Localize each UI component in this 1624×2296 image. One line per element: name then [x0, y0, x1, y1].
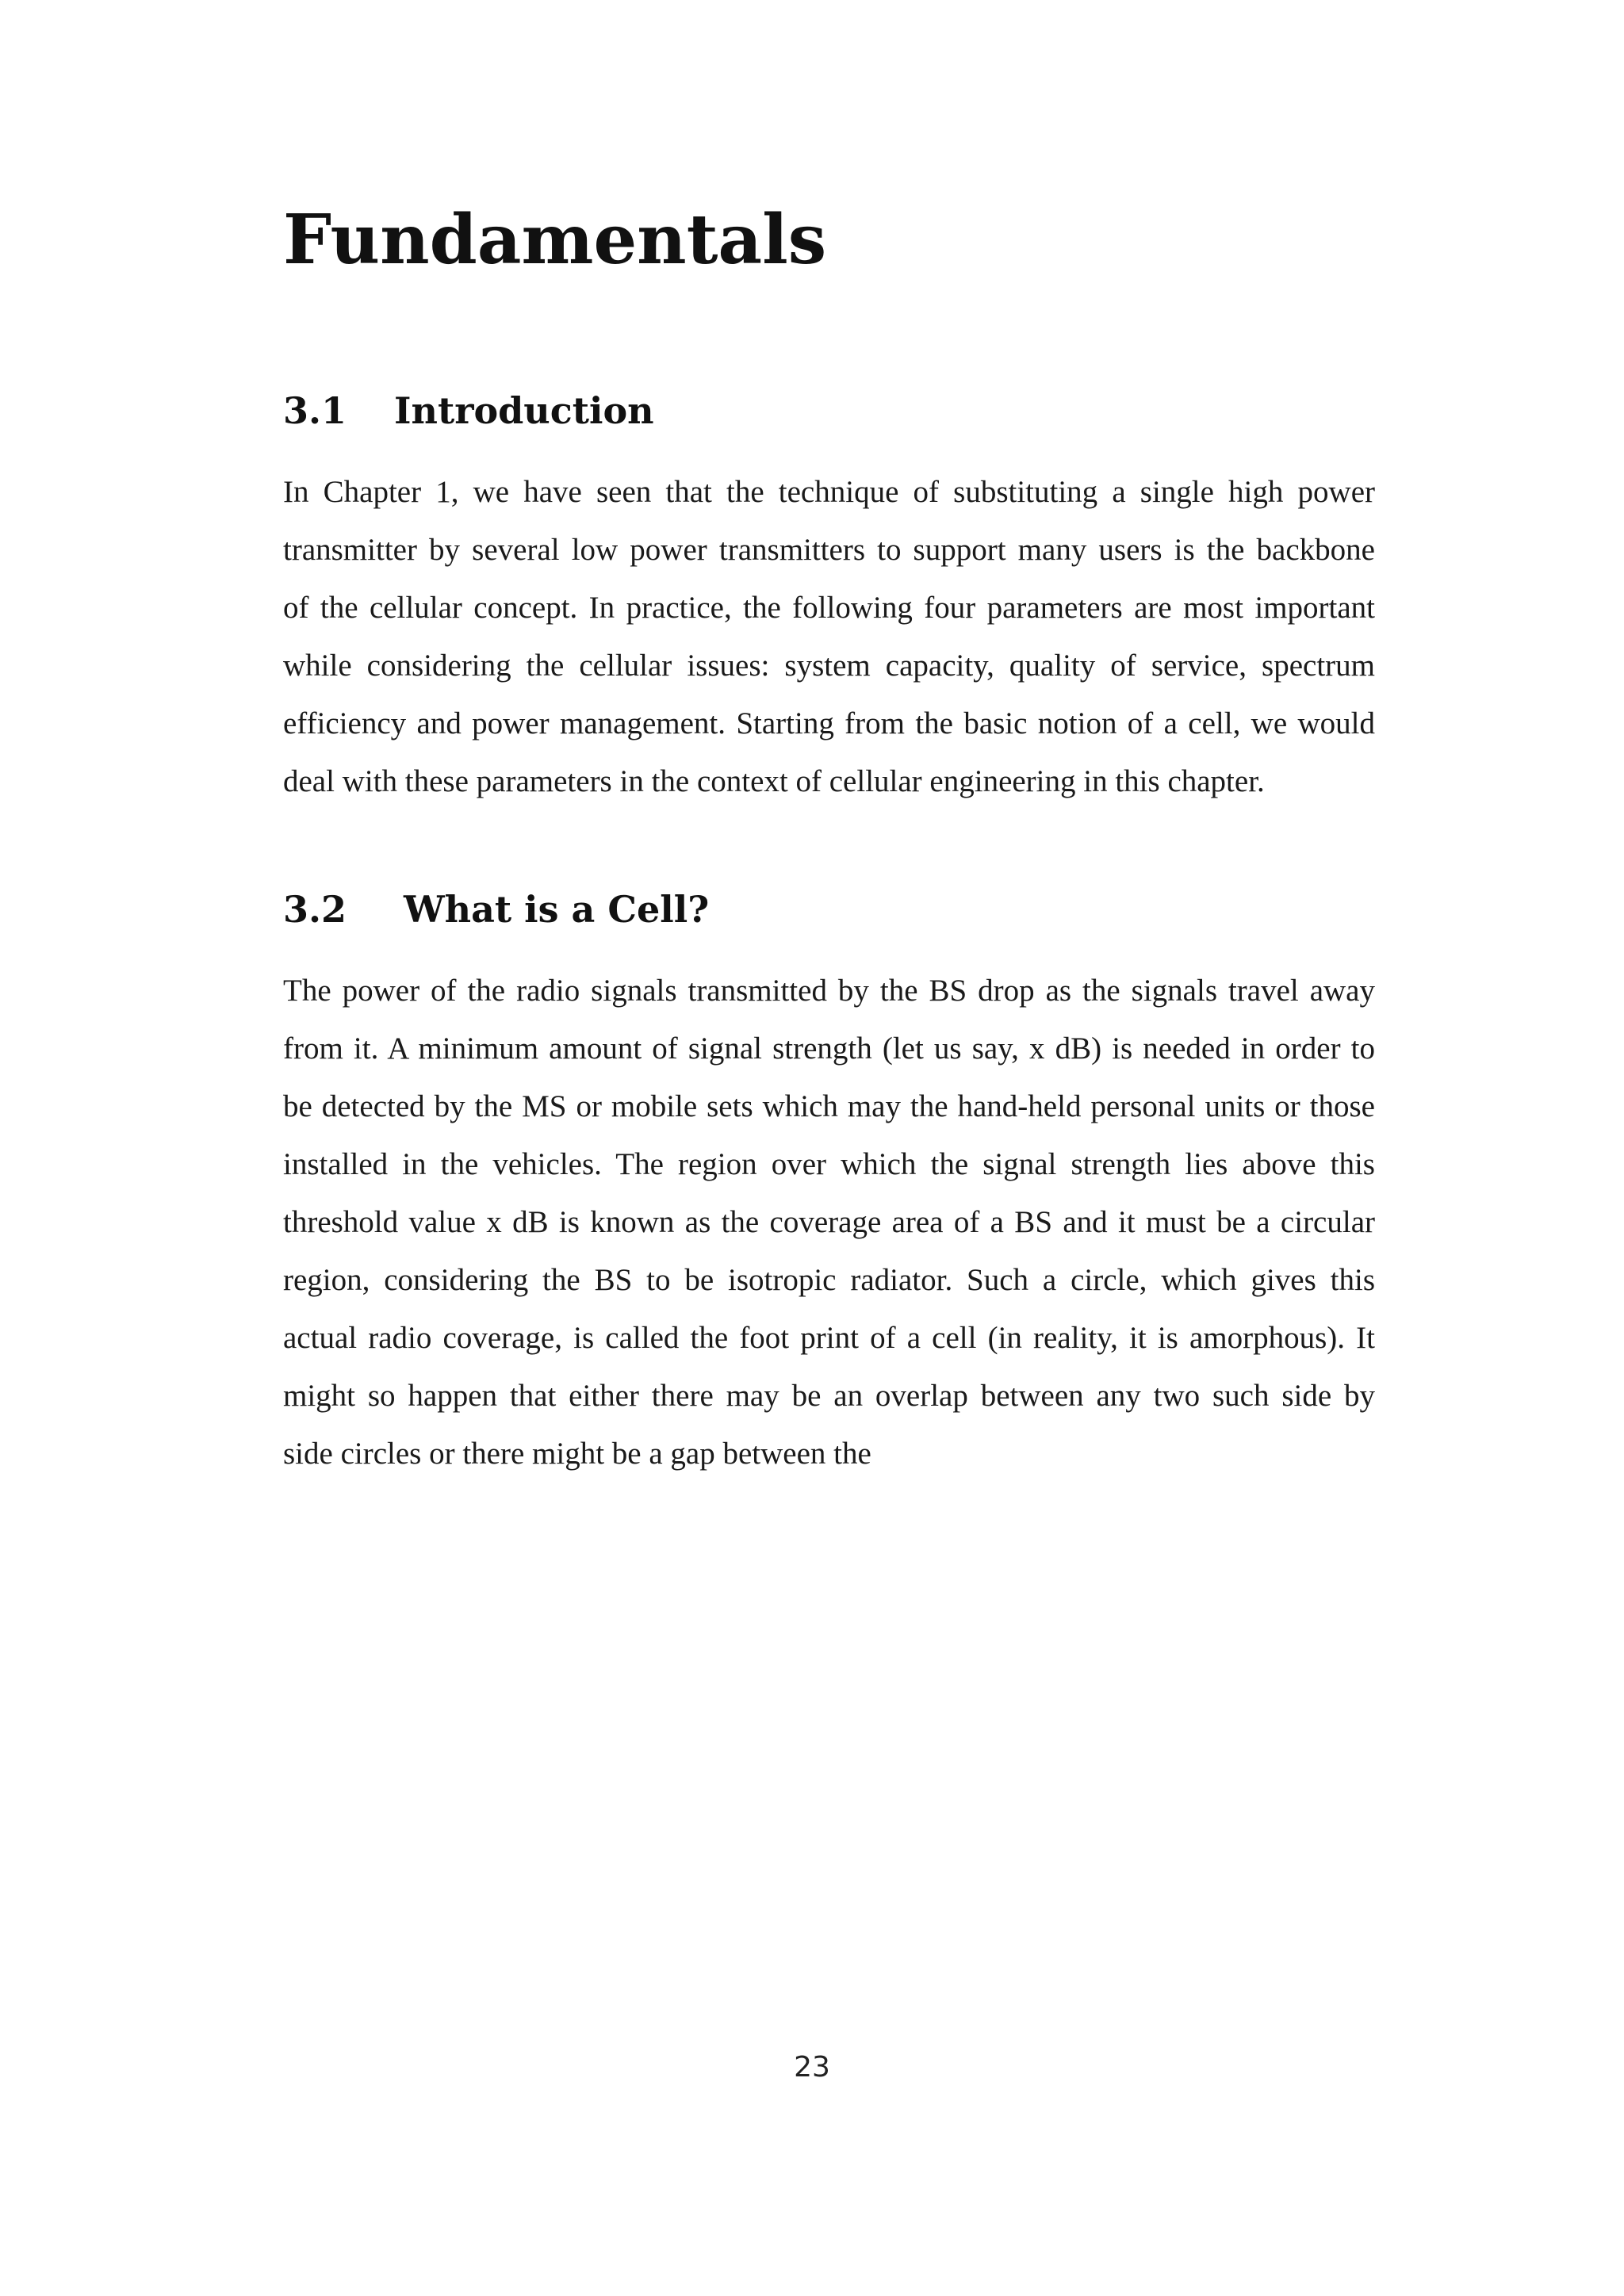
paragraph-line: while considering the cellular issues: system capacity, quality of service, spectrum [283, 649, 1375, 683]
paragraph-line: In Chapter 1, we have seen that the technique of substituting a single high power [283, 475, 1375, 509]
paragraph-line: might so happen that either there may be an overlap between any two such side by [283, 1379, 1375, 1413]
page-number: 23 [794, 2051, 830, 2084]
section-number: 3.1 [283, 389, 347, 432]
paragraph-line: installed in the vehicles. The region over which the signal strength lies above this [283, 1147, 1375, 1181]
section-heading-what-is-a-cell [283, 886, 709, 933]
paragraph-line: actual radio coverage, is called the foot print of a cell (in reality, it is amorphous). It [283, 1321, 1375, 1355]
section-heading-introduction [283, 387, 654, 434]
what-is-a-cell-paragraph [283, 962, 1375, 1483]
paragraph-line: threshold value x dB is known as the coverage area of a BS and it must be a circular [283, 1205, 1375, 1239]
paragraph-line: of the cellular concept. In practice, the following four parameters are most important [283, 591, 1375, 625]
paragraph-line: be detected by the MS or mobile sets which may the hand-held personal units or those [283, 1089, 1375, 1123]
section-title: What is a Cell? [404, 888, 710, 931]
paragraph-line: from it. A minimum amount of signal strength (let us say, x dB) is needed in order to [283, 1031, 1375, 1066]
section-title: Introduction [394, 389, 654, 432]
paragraph-line: deal with these parameters in the context of cellular engineering in this chapter. [283, 764, 1265, 798]
paragraph-line: transmitter by several low power transmitters to support many users is the backbone [283, 533, 1375, 567]
paragraph-line: side circles or there might be a gap between the [283, 1437, 871, 1471]
section-number: 3.2 [283, 888, 347, 931]
paragraph-line: The power of the radio signals transmitted by the BS drop as the signals travel away [283, 974, 1375, 1008]
introduction-paragraph [283, 463, 1375, 810]
paragraph-line: region, considering the BS to be isotropic radiator. Such a circle, which gives this [283, 1263, 1375, 1297]
paragraph-line: efficiency and power management. Starting from the basic notion of a cell, we would [283, 706, 1375, 740]
chapter-title: Fundamentals [283, 200, 827, 280]
